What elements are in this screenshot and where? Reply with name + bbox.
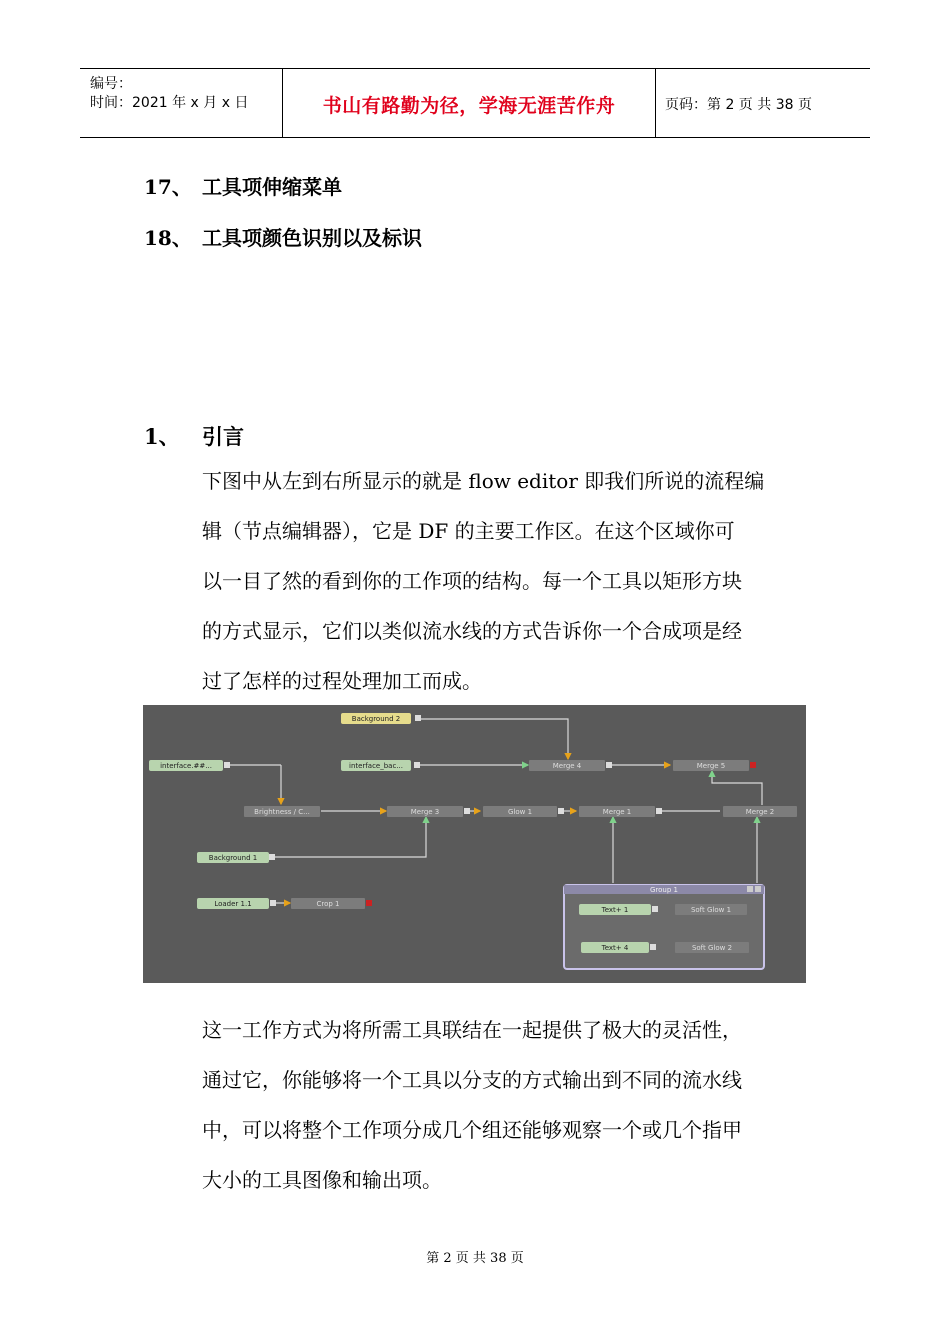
paragraph-intro bbox=[202, 456, 808, 706]
node-soft-glow-1[interactable] bbox=[675, 904, 747, 915]
header-motto-cell bbox=[282, 69, 656, 137]
flow-diagram bbox=[143, 705, 806, 983]
paragraph-line: 大小的工具图像和输出项。 bbox=[202, 1168, 442, 1192]
node-interface-2[interactable] bbox=[341, 760, 420, 771]
svg-text:Merge 2: Merge 2 bbox=[745, 808, 775, 816]
svg-text:Soft Glow 2: Soft Glow 2 bbox=[691, 944, 733, 952]
svg-text:Merge 4: Merge 4 bbox=[552, 762, 582, 770]
toc-number: 17、 bbox=[144, 175, 192, 199]
group-1-label: Group 1 bbox=[650, 886, 678, 894]
node-background-2[interactable] bbox=[341, 713, 421, 724]
paragraph-line: 通过它，你能够将一个工具以分支的方式输出到不同的流水线 bbox=[202, 1068, 742, 1092]
svg-text:Merge 3: Merge 3 bbox=[410, 808, 440, 816]
page-info: 页码：第 2 页 共 38 页 bbox=[665, 97, 812, 113]
node-brightness[interactable] bbox=[244, 806, 320, 817]
header-page-cell bbox=[655, 69, 870, 137]
svg-text:Soft Glow 1: Soft Glow 1 bbox=[690, 906, 732, 914]
paragraph-line: 这一工作方式为将所需工具联结在一起提供了极大的灵活性， bbox=[202, 1018, 742, 1042]
flow-editor-figure bbox=[143, 705, 806, 983]
svg-text:Background 1: Background 1 bbox=[208, 854, 258, 862]
svg-text:interface.##...: interface.##... bbox=[160, 762, 212, 770]
svg-text:Loader 1.1: Loader 1.1 bbox=[214, 900, 252, 908]
svg-text:Text+ 1: Text+ 1 bbox=[601, 906, 629, 914]
header-table bbox=[80, 68, 870, 138]
svg-text:interface_bac...: interface_bac... bbox=[349, 762, 403, 770]
node-merge-3[interactable] bbox=[387, 806, 470, 817]
node-crop-1[interactable] bbox=[291, 898, 372, 909]
paragraph-line: 中，可以将整个工作项分成几个组还能够观察一个或几个指甲 bbox=[202, 1118, 742, 1142]
node-background-1[interactable] bbox=[197, 852, 275, 863]
svg-text:Text+ 4: Text+ 4 bbox=[601, 944, 629, 952]
node-text-4[interactable] bbox=[581, 942, 656, 953]
node-merge-4[interactable] bbox=[529, 760, 612, 771]
paragraph-line: 以一目了然的看到你的工作项的结构。每一个工具以矩形方块 bbox=[202, 569, 742, 593]
toc-item-17 bbox=[144, 171, 342, 200]
header-meta-cell bbox=[80, 69, 282, 137]
paragraph-line: 下图中从左到右所显示的就是 flow editor 即我们所说的流程编 bbox=[202, 469, 765, 493]
section-title: 引言 bbox=[202, 424, 244, 449]
node-interface-1[interactable] bbox=[149, 760, 230, 771]
toc-title: 工具项伸缩菜单 bbox=[202, 175, 342, 199]
node-loader-1-1[interactable] bbox=[197, 898, 276, 909]
paragraph-line: 辑（节点编辑器），它是 DF 的主要工作区。在这个区域你可 bbox=[202, 519, 735, 543]
svg-text:Background 2: Background 2 bbox=[351, 715, 401, 723]
node-merge-5[interactable] bbox=[673, 760, 756, 771]
svg-text:Crop 1: Crop 1 bbox=[316, 900, 340, 908]
date-label: 时间：2021 年 x 月 x 日 bbox=[90, 95, 249, 111]
serial-label: 编号： bbox=[90, 76, 132, 92]
paragraph-line: 过了怎样的过程处理加工而成。 bbox=[202, 669, 482, 693]
group-1-box[interactable] bbox=[564, 885, 764, 969]
node-merge-2[interactable] bbox=[723, 806, 797, 817]
toc-item-18 bbox=[144, 222, 422, 251]
toc-number: 18、 bbox=[144, 226, 192, 250]
paragraph-line: 的方式显示，它们以类似流水线的方式告诉你一个合成项是经 bbox=[202, 619, 742, 643]
svg-text:Merge 5: Merge 5 bbox=[696, 762, 726, 770]
section-heading bbox=[144, 421, 244, 451]
page-footer: 第 2 页 共 38 页 bbox=[426, 1251, 524, 1266]
section-number: 1、 bbox=[144, 424, 180, 449]
toc-title: 工具项颜色识别以及标识 bbox=[202, 226, 422, 250]
svg-text:Merge 1: Merge 1 bbox=[602, 808, 632, 816]
node-glow-1[interactable] bbox=[483, 806, 564, 817]
node-text-1[interactable] bbox=[579, 904, 658, 915]
paragraph-benefits bbox=[202, 1005, 808, 1205]
node-merge-1[interactable] bbox=[579, 806, 662, 817]
node-soft-glow-2[interactable] bbox=[675, 942, 749, 953]
motto: 书山有路勤为径，学海无涯苦作舟 bbox=[322, 95, 616, 117]
svg-text:Brightness / C...: Brightness / C... bbox=[254, 808, 310, 816]
svg-text:Glow 1: Glow 1 bbox=[507, 808, 533, 816]
